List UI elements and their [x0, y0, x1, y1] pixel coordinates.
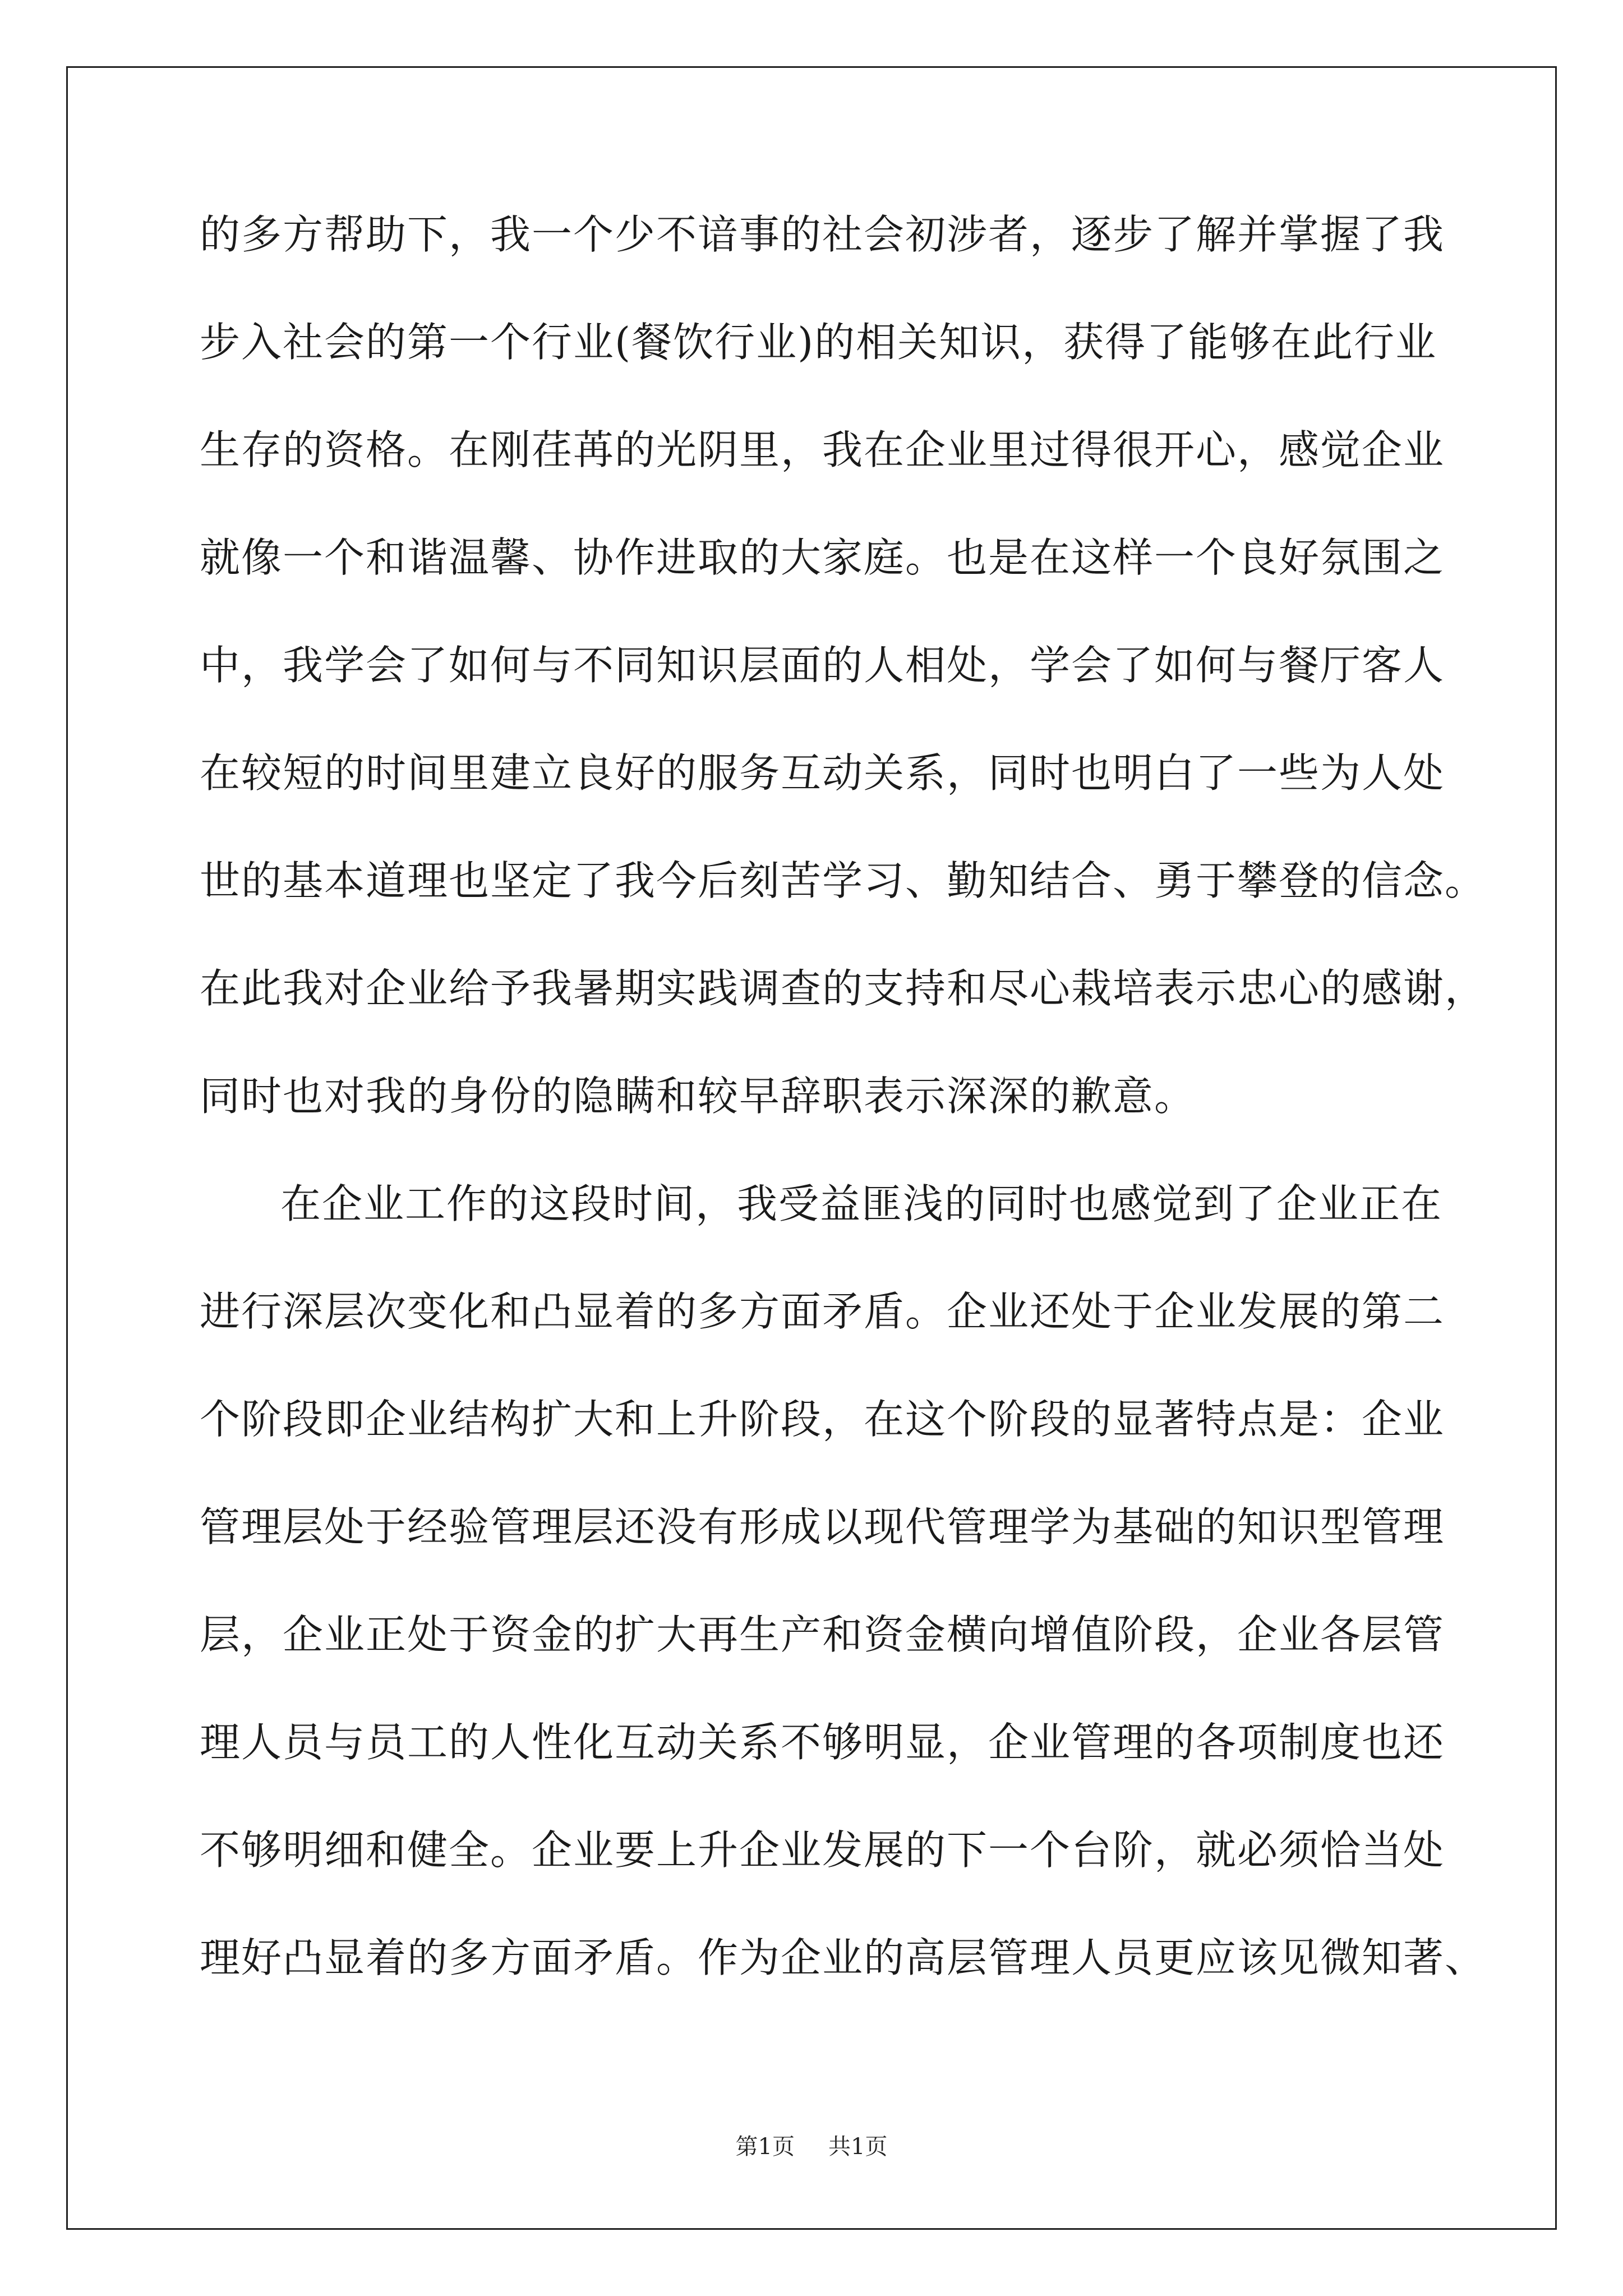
text-line: 不够明细和健全。企业要上升企业发展的下一个台阶，就必须恰当处 [200, 1826, 1445, 1874]
text-line: 在此我对企业给予我暑期实践调查的支持和尽心栽培表示忠心的感谢， [200, 965, 1487, 1012]
page-number: 第1页 [735, 2134, 795, 2160]
text-line: 生存的资格。在刚荏苒的光阴里，我在企业里过得很开心，感觉企业 [200, 426, 1445, 473]
text-line: 理好凸显着的多方面矛盾。作为企业的高层管理人员更应该见微知著、 [200, 1934, 1487, 1981]
text-line: 管理层处于经验管理层还没有形成以现代管理学为基础的知识型管理 [200, 1503, 1445, 1550]
text-line: 层，企业正处于资金的扩大再生产和资金横向增值阶段，企业各层管 [200, 1611, 1445, 1658]
text-line: 个阶段即企业结构扩大和上升阶段，在这个阶段的显著特点是：企业 [200, 1396, 1445, 1443]
text-line: 世的基本道理也坚定了我今后刻苦学习、勤知结合、勇于攀登的信念。 [200, 857, 1487, 904]
page-footer [0, 2133, 1623, 2160]
document-body [200, 211, 1487, 2045]
text-line: 的多方帮助下，我一个少不谙事的社会初涉者，逐步了解并掌握了我 [200, 211, 1445, 258]
text-line: 中，我学会了如何与不同知识层面的人相处，学会了如何与餐厅客人 [200, 642, 1445, 689]
text-line: 在企业工作的这段时间，我受益匪浅的同时也感觉到了企业正在 [280, 1180, 1443, 1227]
text-line: 就像一个和谐温馨、协作进取的大家庭。也是在这样一个良好氛围之 [200, 534, 1445, 581]
text-line: 同时也对我的身份的隐瞒和较早辞职表示深深的歉意。 [200, 1073, 1196, 1120]
text-line: 步入社会的第一个行业(餐饮行业)的相关知识，获得了能够在此行业 [200, 319, 1437, 366]
text-line: 在较短的时间里建立良好的服务互动关系，同时也明白了一些为人处 [200, 749, 1445, 797]
text-line: 进行深层次变化和凸显着的多方面矛盾。企业还处于企业发展的第二 [200, 1288, 1445, 1335]
text-line: 理人员与员工的人性化互动关系不够明显，企业管理的各项制度也还 [200, 1719, 1445, 1766]
page-total: 共1页 [828, 2134, 888, 2160]
